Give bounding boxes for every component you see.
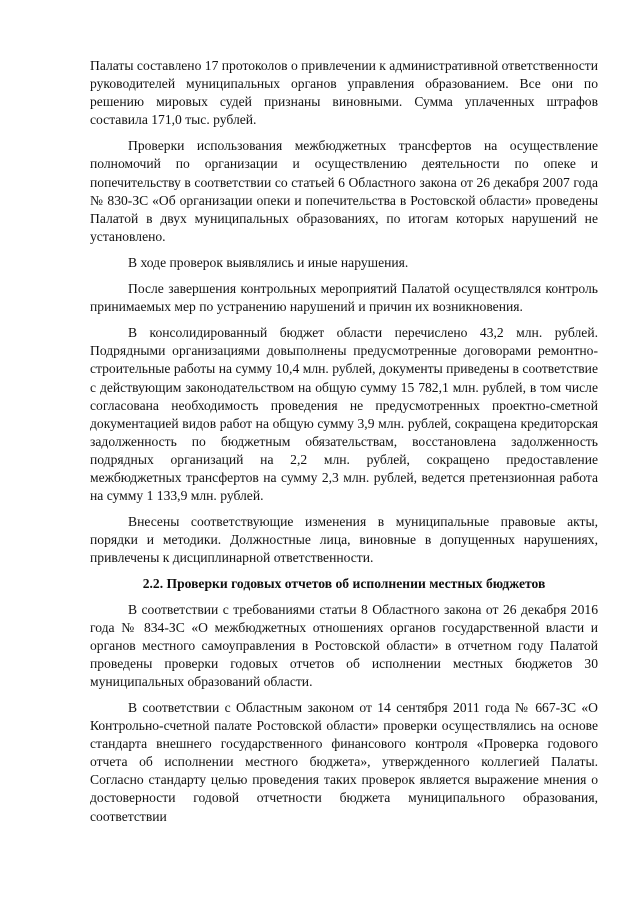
paragraph: Проверки использования межбюджетных трансфертов на осуществление полномочий по организации и осуществлению деятельности по опеке и попечительству в соответствии со статьей 6 Областного закона от 26 декабря 2007 года № 830-ЗС «Об организации опеки и попечительства в Ростовской области» проведены Палатой в двух муниципальных образованиях, по итогам которых нарушений не установлено. [90, 138, 598, 244]
paragraph: В консолидированный бюджет области перечислено 43,2 млн. рублей. Подрядными организациями довыполнены предусмотренные договорами ремонтно-строительные работы на сумму 10,4 млн. рублей, документы приведены в соответствие с действующим законодательством на общую сумму 15 782,1 млн. рублей, в том числе согласована необходимость проведения не предусмотренных проектно-сметной документацией видов работ на общую сумму 3,9 млн. рублей, сокращена кредиторская задолженность по бюджетным обязательствам, восстановлена задолженность подрядных организаций на 2,2 млн. рублей, сокращено предоставление межбюджетных трансфертов на сумму 2,3 млн. рублей, ведется претензионная работа на сумму 1 133,9 млн. рублей. [90, 325, 598, 504]
section-heading: 2.2. Проверки годовых отчетов об исполнении местных бюджетов [142, 576, 546, 592]
paragraph: Палаты составлено 17 протоколов о привлечении к административной ответственности руководителей муниципальных органов управления образованием. Все они по решению мировых судей признаны виновными. Сумма уплаченных штрафов составила 171,0 тыс. рублей. [90, 58, 598, 128]
paragraph: Внесены соответствующие изменения в муниципальные правовые акты, порядки и методики. Должностные лица, виновные в допущенных нарушениях, привлечены к дисциплинарной ответственности. [90, 514, 598, 566]
paragraph: В соответствии с требованиями статьи 8 Областного закона от 26 декабря 2016 года № 834-ЗС «О межбюджетных отношениях органов государственной власти и органов местного самоуправления в Ростовской области» в отчетном году Палатой проведены проверки годовых отчетов об исполнении местных бюджетов 30 муниципальных образований области. [90, 601, 598, 689]
paragraph: В соответствии с Областным законом от 14 сентября 2011 года № 667-ЗС «О Контрольно-счетной палате Ростовской области» проверки осуществлялись на основе стандарта внешнего государственного финансового контроля «Проверка годового отчета об исполнении местного бюджета», утвержденного коллегией Палаты. Согласно стандарту целью проведения таких проверок является выражение мнения о достоверности годовой отчетности бюджета муниципального образования, соответствии [90, 700, 598, 824]
paragraph: После завершения контрольных мероприятий Палатой осуществлялся контроль принимаемых мер по устранению нарушений и причин их возникновения. [90, 281, 598, 315]
paragraph: В ходе проверок выявлялись и иные нарушения. [128, 254, 409, 270]
